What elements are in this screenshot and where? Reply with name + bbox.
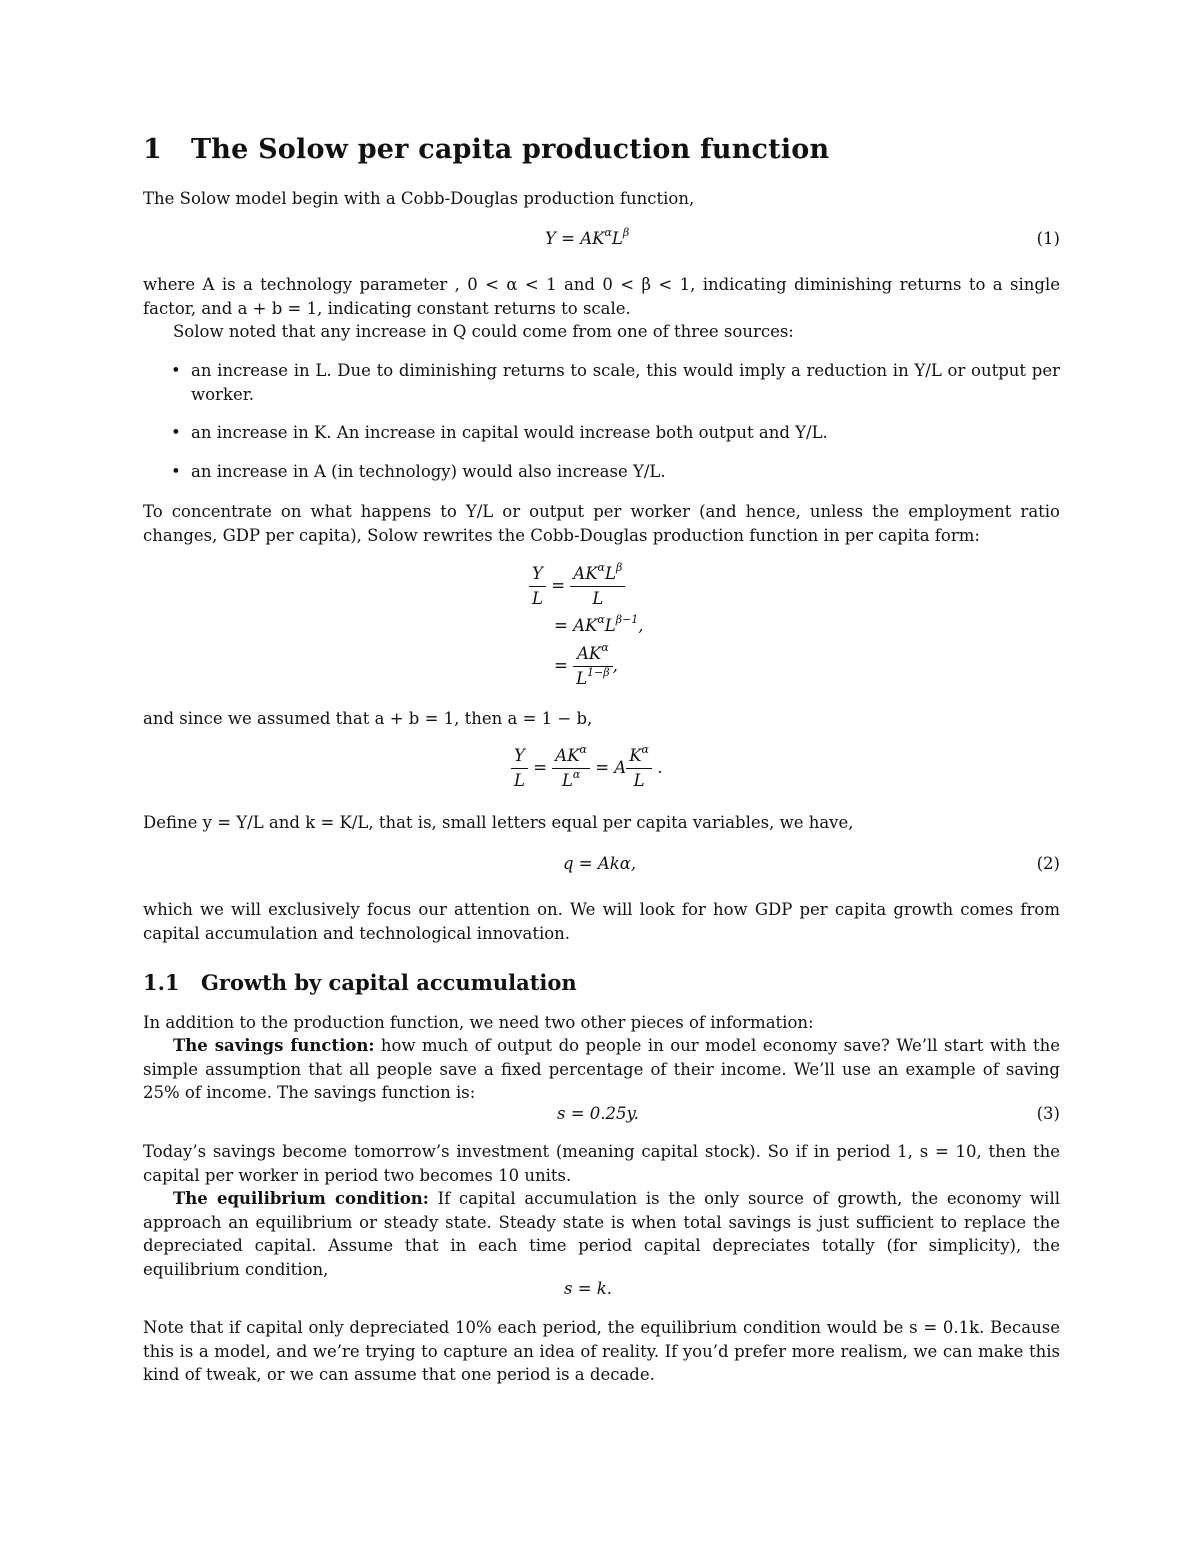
derivation-line-3: = $\frac{AK^\alpha}{L^{1-\beta}}$ , <box>554 641 618 688</box>
section-heading <box>143 134 829 165</box>
today-paragraph: Today’s savings become tomorrow’s investment (meaning capital stock). So if in period 1, s = 10, then the capital per worker in period two becomes 10 units. <box>143 1142 1060 1185</box>
derivation-line-1: $\frac{Y}{L}$ = $\frac{AK^\alpha L^\beta}{L}$ <box>529 562 625 611</box>
note-paragraph: Note that if capital only depreciated 10% each period, the equilibrium condition would be s = 0.1k. Because this is a model, and we’re trying to capture an idea of reality. If you’d prefer more realism, we can make this kind of tweak, or we can assume that one period is a decade. <box>143 1318 1060 1384</box>
addition-paragraph: In addition to the production function, we need two other pieces of information: <box>143 1013 814 1032</box>
equation-4-body: s = k. <box>564 1279 613 1298</box>
bullet-icon: • <box>171 462 181 481</box>
equation-2-label: (2) <box>1036 854 1060 873</box>
equilibrium-label: The equilibrium condition: <box>173 1189 429 1208</box>
derivation-line-2: = $AK^\alpha L^{\beta-1}$, <box>554 613 644 635</box>
equation-2 <box>143 854 1060 880</box>
focus-paragraph: which we will exclusively focus our attention on. We will look for how GDP per capita growth comes from capital accumulation and technological innovation. <box>143 900 1060 943</box>
subsection-title: Growth by capital accumulation <box>201 970 577 995</box>
list-item: • an increase in A (in technology) would also increase Y/L. <box>143 460 1060 484</box>
savings-paragraph: The savings function: how much of output do people in our model economy save? We’ll start with the simple assumption that all people save a fixed percentage of their income. We’ll use an example of saving 25% of income. The savings function is: <box>143 1036 1060 1102</box>
equation-1 <box>143 226 1060 255</box>
equation-3-body: s = 0.25y. <box>557 1104 639 1123</box>
per-capita-equation <box>143 744 1060 794</box>
bullet-icon: • <box>171 423 181 442</box>
equation-1-label: (1) <box>1036 229 1060 248</box>
subsection-heading <box>143 970 577 995</box>
equation-2-body: q = Akα, <box>563 854 637 873</box>
section-number: 1 <box>143 134 162 165</box>
equation-3 <box>143 1104 1060 1130</box>
subsection-number: 1.1 <box>143 970 180 995</box>
solow-sources-paragraph: Solow noted that any increase in Q could come from one of three sources: <box>173 322 794 341</box>
intro-paragraph: The Solow model begin with a Cobb-Douglas production function, <box>143 189 695 208</box>
savings-label: The savings function: <box>173 1036 375 1055</box>
equation-3-label: (3) <box>1036 1104 1060 1123</box>
per-capita-equation-body: $\frac{Y}{L}$ = $\frac{AK^\alpha}{L^\alpha}$ = A $\frac{K^\alpha}{L}$ . <box>511 744 662 793</box>
concentrate-paragraph: To concentrate on what happens to Y/L or output per worker (and hence, unless the employment ratio changes, GDP per capita), Solow rewrites the Cobb-Douglas production function in per capita form: <box>143 502 1060 545</box>
per-capita-derivation <box>143 562 1060 692</box>
bullet-icon: • <box>171 361 181 380</box>
where-paragraph: where A is a technology parameter , 0 < α < 1 and 0 < β < 1, indicating diminishing returns to a single factor, and a + b = 1, indicating constant returns to scale. <box>143 275 1060 318</box>
equation-4 <box>143 1279 1060 1305</box>
equation-1-body: $Y = AK^\alpha L^\beta$ <box>545 226 630 248</box>
define-paragraph: Define y = Y/L and k = K/L, that is, small letters equal per capita variables, we have, <box>143 813 854 832</box>
equilibrium-paragraph: The equilibrium condition: If capital accumulation is the only source of growth, the economy will approach an equilibrium or steady state. Steady state is when total savings is just sufficient to replace the depreciated capital. Assume that in each time period capital depreciates totally (for simplicity), the equilibrium condition, <box>143 1189 1060 1279</box>
since-paragraph: and since we assumed that a + b = 1, then a = 1 − b, <box>143 709 593 728</box>
list-item: • an increase in K. An increase in capital would increase both output and Y/L. <box>143 421 1060 445</box>
section-title: The Solow per capita production function <box>191 134 830 165</box>
list-item: • an increase in L. Due to diminishing returns to scale, this would imply a reduction in Y/L or output per worker. <box>171 361 1060 404</box>
